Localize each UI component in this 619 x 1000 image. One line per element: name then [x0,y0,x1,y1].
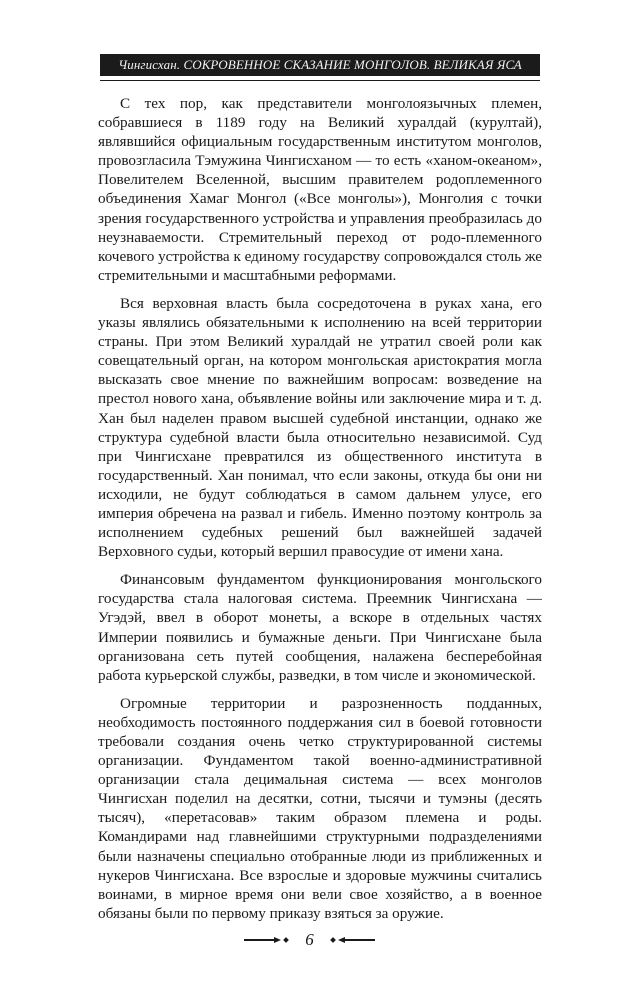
paragraph-1: С тех пор, как представители монголоязычных племен, собравшиеся в 1189 году на Великий хуралдай (курултай), являвшийся официальным государственным институтом монголов, провозгласила Тэмужина Чингисханом — то есть «ханом-океаном», Повелителем Вселенной, высшим правителем родоплеменного объединения Хамаг Монгол («Все монголы»), Монголия с точки зрения государственного устройства и управления преобразилась до неузнаваемости. Стремительный переход от родо-племенного кочевого устройства к единому государству сопровождался столь же стремительными и масштабными реформами. [98,95,542,284]
left-ornament-icon [244,937,291,943]
right-ornament-icon [328,937,375,943]
page-number: 6 [305,930,314,949]
paragraph-4: Огромные территории и разрозненность подданных, необходимость постоянного поддержания сил в боевой готовности требовали создания очень четко структурированной системы организации. Фундаментом такой военно-административной организации стала децимальная система — всех монголов Чингисхан поделил на десятки, сотни, тысячи и тумэны (десять тысяч), «перетасовав» таким образом племена и роды. Командирами над главнейшими структурными подразделениями были назначены специально отобранные люди из приближенных и нукеров Чингисхана. Все взрослые и здоровые мужчины считались воинами, в мирное время они вели свое хозяйство, а в военное обязаны были по первому приказу взяться за оружие. [98,694,542,922]
page-body [98,94,542,930]
running-header [100,54,540,76]
paragraph-2: Вся верховная власть была сосредоточена в руках хана, его указы являлись обязательными к исполнению на всей территории страны. При этом Великий хуралдай не утратил своей роли как совещательный орган, на котором монгольская аристократия могла высказать свое мнение по важнейшим вопросам: возведение на престол нового хана, объявление войны или заключение мира и т. д. Хан был наделен правом высшей судебной инстанции, однако же структура судебной власти была относительно независимой. Суд при Чингисхане превратился из общественного института в государственный. Хан понимал, что если законы, откуда бы они ни исходили, не будут соблюдаться в самом дальнем улусе, его империя обречена на развал и гибель. Именно поэтому контроль за исполнением судебных решений был важнейшей задачей Верховного судьи, который вершил правосудие от имени хана. [98,294,542,561]
page-footer [0,925,619,955]
header-divider [100,80,540,81]
running-header-title: Чингисхан. СОКРОВЕННОЕ СКАЗАНИЕ МОНГОЛОВ. ВЕЛИКАЯ ЯСА [118,57,522,72]
paragraph-3: Финансовым фундаментом функционирования монгольского государства стала налоговая система. Преемник Чингисхана — Угэдэй, ввел в оборот монеты, а вскоре в отдельных частях Империи появились и бумажные деньги. При Чингисхане была организована сеть путей сообщения, налажена бесперебойная работа курьерской службы, разведки, в том числе и экономической. [98,571,542,684]
